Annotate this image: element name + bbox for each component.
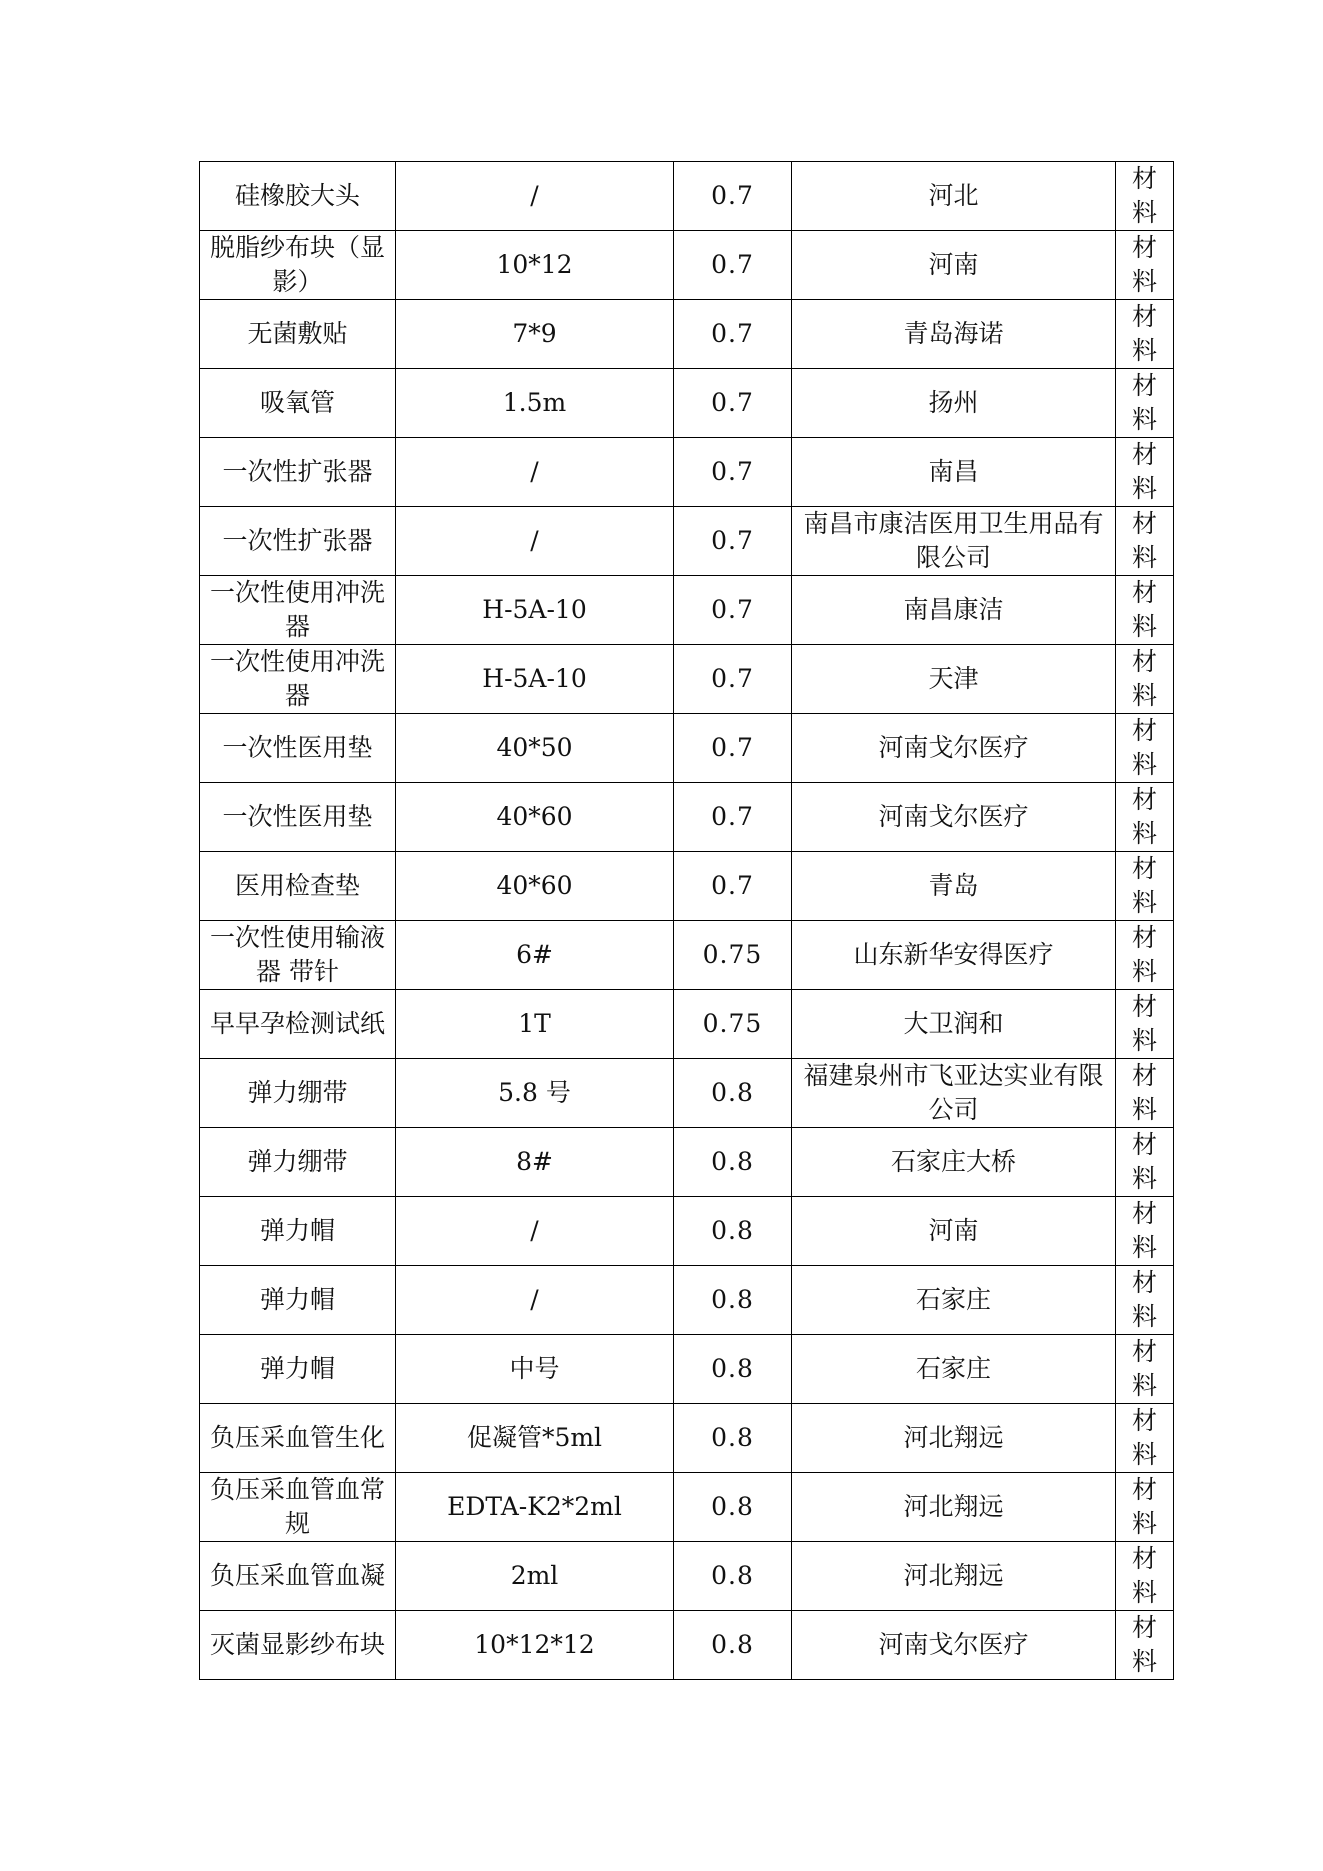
cell-type [1116, 1059, 1174, 1128]
cell-spec-text: 40*50 [496, 733, 573, 762]
cell-spec [396, 1059, 674, 1128]
cell-price-text: 0.8 [711, 1423, 754, 1452]
cell-origin [792, 990, 1116, 1059]
cell-spec-text: EDTA-K2*2ml [447, 1492, 622, 1521]
cell-item-name [200, 369, 396, 438]
cell-type [1116, 576, 1174, 645]
cell-spec [396, 1611, 674, 1680]
cell-price [674, 1335, 792, 1404]
cell-item-name [200, 852, 396, 921]
cell-origin-text: 扬州 [928, 388, 979, 417]
cell-spec [396, 921, 674, 990]
cell-spec-text: H-5A-10 [482, 595, 587, 624]
cell-item-name-text: 弹力绷带 [247, 1147, 348, 1176]
cell-price-text: 0.8 [711, 1147, 754, 1176]
cell-item-name [200, 162, 396, 231]
cell-item-name-text: 弹力帽 [259, 1285, 335, 1314]
cell-type-text: 材料 [1131, 716, 1157, 779]
cell-item-name [200, 1059, 396, 1128]
cell-item-name-text: 弹力帽 [259, 1216, 335, 1245]
table-row [200, 1266, 1174, 1335]
cell-type [1116, 1197, 1174, 1266]
cell-price [674, 852, 792, 921]
cell-item-name-text: 一次性医用垫 [222, 802, 373, 831]
cell-spec-text: / [530, 1216, 539, 1245]
cell-spec-text: 1.5m [502, 388, 567, 417]
cell-origin [792, 1266, 1116, 1335]
cell-origin-text: 河南戈尔医疗 [878, 1630, 1029, 1659]
cell-price [674, 1404, 792, 1473]
cell-type [1116, 1473, 1174, 1542]
cell-spec-text: 40*60 [496, 871, 573, 900]
cell-origin-text: 河北翔远 [903, 1423, 1004, 1452]
cell-spec-text: H-5A-10 [482, 664, 587, 693]
cell-origin [792, 1335, 1116, 1404]
cell-item-name [200, 300, 396, 369]
cell-item-name-text: 脱脂纱布块（显影） [209, 233, 385, 296]
cell-type [1116, 369, 1174, 438]
cell-origin [792, 1197, 1116, 1266]
cell-item-name [200, 1473, 396, 1542]
cell-type [1116, 438, 1174, 507]
table-row [200, 783, 1174, 852]
cell-price-text: 0.7 [711, 250, 754, 279]
cell-spec [396, 438, 674, 507]
cell-price-text: 0.7 [711, 595, 754, 624]
cell-item-name [200, 1404, 396, 1473]
cell-item-name [200, 576, 396, 645]
cell-spec [396, 1404, 674, 1473]
cell-origin-text: 河南戈尔医疗 [878, 802, 1029, 831]
cell-origin [792, 1611, 1116, 1680]
cell-price [674, 507, 792, 576]
cell-price [674, 714, 792, 783]
cell-origin [792, 1128, 1116, 1197]
cell-price-text: 0.8 [711, 1216, 754, 1245]
cell-origin [792, 1542, 1116, 1611]
cell-item-name [200, 1197, 396, 1266]
cell-item-name [200, 921, 396, 990]
cell-origin-text: 河南 [928, 1216, 979, 1245]
cell-type [1116, 1335, 1174, 1404]
cell-price-text: 0.7 [711, 802, 754, 831]
cell-item-name [200, 783, 396, 852]
cell-type-text: 材料 [1131, 1268, 1157, 1331]
cell-origin [792, 1404, 1116, 1473]
cell-spec-text: / [530, 1285, 539, 1314]
cell-type [1116, 714, 1174, 783]
cell-price [674, 1473, 792, 1542]
cell-item-name-text: 无菌敷贴 [247, 319, 348, 348]
cell-origin-text: 天津 [928, 664, 979, 693]
cell-spec [396, 369, 674, 438]
cell-origin [792, 714, 1116, 783]
cell-price-text: 0.7 [711, 664, 754, 693]
cell-item-name [200, 714, 396, 783]
cell-type-text: 材料 [1131, 509, 1157, 572]
cell-price [674, 576, 792, 645]
cell-price-text: 0.7 [711, 526, 754, 555]
cell-price [674, 645, 792, 714]
cell-spec [396, 507, 674, 576]
cell-origin [792, 369, 1116, 438]
cell-spec-text: 10*12*12 [474, 1630, 595, 1659]
cell-price [674, 783, 792, 852]
table-row [200, 1473, 1174, 1542]
cell-origin-text: 石家庄 [915, 1285, 991, 1314]
cell-item-name [200, 645, 396, 714]
cell-type [1116, 1128, 1174, 1197]
table-row [200, 369, 1174, 438]
cell-spec-text: / [530, 457, 539, 486]
cell-spec-text: 6# [516, 940, 553, 969]
cell-type [1116, 507, 1174, 576]
cell-price-text: 0.8 [711, 1078, 754, 1107]
cell-price-text: 0.7 [711, 457, 754, 486]
cell-price-text: 0.7 [711, 733, 754, 762]
cell-spec-text: 中号 [509, 1354, 560, 1383]
cell-origin-text: 大卫润和 [903, 1009, 1004, 1038]
cell-spec [396, 300, 674, 369]
cell-item-name [200, 507, 396, 576]
cell-item-name [200, 438, 396, 507]
cell-origin-text: 河北翔远 [903, 1492, 1004, 1521]
cell-origin-text: 石家庄 [915, 1354, 991, 1383]
cell-price [674, 231, 792, 300]
table-row [200, 576, 1174, 645]
cell-origin [792, 1473, 1116, 1542]
cell-spec-text: 7*9 [512, 319, 557, 348]
cell-type [1116, 645, 1174, 714]
cell-type-text: 材料 [1131, 1544, 1157, 1607]
cell-origin-text: 山东新华安得医疗 [853, 940, 1054, 969]
cell-item-name-text: 负压采血管血常规 [209, 1475, 385, 1538]
cell-origin [792, 162, 1116, 231]
cell-origin-text: 石家庄大桥 [890, 1147, 1016, 1176]
cell-spec-text: 8# [516, 1147, 553, 1176]
cell-type-text: 材料 [1131, 1061, 1157, 1124]
cell-type [1116, 162, 1174, 231]
table-row [200, 231, 1174, 300]
cell-type-text: 材料 [1131, 1475, 1157, 1538]
cell-origin [792, 438, 1116, 507]
table-row [200, 645, 1174, 714]
cell-item-name [200, 1542, 396, 1611]
cell-spec [396, 1197, 674, 1266]
cell-type [1116, 1404, 1174, 1473]
cell-origin-text: 河南 [928, 250, 979, 279]
cell-item-name [200, 1335, 396, 1404]
cell-type [1116, 1266, 1174, 1335]
table-row [200, 852, 1174, 921]
cell-type [1116, 783, 1174, 852]
cell-spec-text: 1T [518, 1009, 551, 1038]
cell-type-text: 材料 [1131, 578, 1157, 641]
cell-price-text: 0.7 [711, 871, 754, 900]
cell-price-text: 0.8 [711, 1492, 754, 1521]
cell-price-text: 0.8 [711, 1561, 754, 1590]
cell-type-text: 材料 [1131, 233, 1157, 296]
cell-type-text: 材料 [1131, 1613, 1157, 1676]
cell-type-text: 材料 [1131, 302, 1157, 365]
cell-origin-text: 南昌 [928, 457, 979, 486]
cell-item-name [200, 231, 396, 300]
table-row [200, 1059, 1174, 1128]
cell-item-name [200, 1266, 396, 1335]
materials-table-body [200, 162, 1174, 1680]
cell-spec [396, 1266, 674, 1335]
cell-type [1116, 231, 1174, 300]
cell-item-name-text: 一次性医用垫 [222, 733, 373, 762]
cell-item-name-text: 负压采血管血凝 [209, 1561, 385, 1590]
table-row [200, 438, 1174, 507]
cell-spec [396, 645, 674, 714]
cell-origin [792, 576, 1116, 645]
cell-price [674, 1197, 792, 1266]
cell-price [674, 1128, 792, 1197]
cell-price [674, 1542, 792, 1611]
cell-type [1116, 1542, 1174, 1611]
cell-item-name-text: 一次性使用输液器 带针 [209, 923, 385, 986]
cell-type-text: 材料 [1131, 1130, 1157, 1193]
cell-spec [396, 576, 674, 645]
cell-price-text: 0.7 [711, 388, 754, 417]
cell-item-name-text: 早早孕检测试纸 [209, 1009, 385, 1038]
table-row [200, 1197, 1174, 1266]
cell-price-text: 0.75 [702, 940, 763, 969]
cell-price [674, 990, 792, 1059]
cell-price-text: 0.7 [711, 319, 754, 348]
cell-origin [792, 1059, 1116, 1128]
cell-type-text: 材料 [1131, 1199, 1157, 1262]
cell-price [674, 369, 792, 438]
table-row [200, 1404, 1174, 1473]
cell-type [1116, 1611, 1174, 1680]
cell-price [674, 300, 792, 369]
cell-item-name-text: 一次性使用冲洗器 [209, 578, 385, 641]
cell-type [1116, 921, 1174, 990]
table-row [200, 990, 1174, 1059]
cell-item-name-text: 一次性使用冲洗器 [209, 647, 385, 710]
cell-spec [396, 162, 674, 231]
table-row [200, 1335, 1174, 1404]
cell-price-text: 0.8 [711, 1354, 754, 1383]
cell-item-name-text: 一次性扩张器 [222, 526, 373, 555]
cell-origin [792, 507, 1116, 576]
cell-spec [396, 1542, 674, 1611]
cell-item-name-text: 医用检查垫 [234, 871, 360, 900]
cell-price [674, 1611, 792, 1680]
cell-origin [792, 645, 1116, 714]
cell-spec-text: 促凝管*5ml [466, 1423, 603, 1452]
cell-item-name-text: 负压采血管生化 [209, 1423, 385, 1452]
cell-origin-text: 河北翔远 [903, 1561, 1004, 1590]
cell-origin-text: 南昌康洁 [903, 595, 1004, 624]
cell-origin-text: 南昌市康洁医用卫生用品有限公司 [803, 509, 1104, 572]
cell-price [674, 1059, 792, 1128]
cell-item-name-text: 弹力帽 [259, 1354, 335, 1383]
cell-origin [792, 231, 1116, 300]
table-row [200, 1542, 1174, 1611]
cell-type-text: 材料 [1131, 992, 1157, 1055]
cell-type-text: 材料 [1131, 440, 1157, 503]
cell-item-name-text: 一次性扩张器 [222, 457, 373, 486]
cell-origin-text: 河南戈尔医疗 [878, 733, 1029, 762]
cell-origin [792, 921, 1116, 990]
table-row [200, 162, 1174, 231]
cell-spec [396, 1335, 674, 1404]
cell-type [1116, 300, 1174, 369]
cell-origin [792, 852, 1116, 921]
cell-type [1116, 852, 1174, 921]
table-row [200, 1611, 1174, 1680]
cell-spec-text: 5.8 号 [498, 1078, 571, 1107]
table-row [200, 1128, 1174, 1197]
cell-spec [396, 1128, 674, 1197]
cell-price [674, 921, 792, 990]
cell-type-text: 材料 [1131, 923, 1157, 986]
cell-item-name-text: 灭菌显影纱布块 [209, 1630, 385, 1659]
cell-spec-text: / [530, 181, 539, 210]
table-row [200, 921, 1174, 990]
cell-item-name [200, 1128, 396, 1197]
cell-spec [396, 990, 674, 1059]
cell-spec [396, 783, 674, 852]
cell-spec [396, 852, 674, 921]
cell-price [674, 1266, 792, 1335]
cell-price [674, 162, 792, 231]
cell-price-text: 0.8 [711, 1630, 754, 1659]
cell-type-text: 材料 [1131, 785, 1157, 848]
cell-price-text: 0.75 [702, 1009, 763, 1038]
table-row [200, 714, 1174, 783]
cell-spec [396, 231, 674, 300]
table-row [200, 300, 1174, 369]
cell-type-text: 材料 [1131, 371, 1157, 434]
table-row [200, 507, 1174, 576]
cell-type-text: 材料 [1131, 854, 1157, 917]
cell-spec-text: 40*60 [496, 802, 573, 831]
cell-item-name [200, 990, 396, 1059]
cell-type-text: 材料 [1131, 1406, 1157, 1469]
cell-type [1116, 990, 1174, 1059]
cell-price [674, 438, 792, 507]
cell-origin-text: 福建泉州市飞亚达实业有限公司 [803, 1061, 1104, 1124]
cell-type-text: 材料 [1131, 164, 1157, 227]
cell-origin-text: 青岛海诺 [903, 319, 1004, 348]
cell-item-name-text: 弹力绷带 [247, 1078, 348, 1107]
cell-price-text: 0.7 [711, 181, 754, 210]
cell-origin [792, 300, 1116, 369]
cell-spec-text: 2ml [510, 1561, 559, 1590]
cell-spec-text: / [530, 526, 539, 555]
cell-origin-text: 河北 [928, 181, 979, 210]
materials-table [199, 161, 1174, 1680]
cell-price-text: 0.8 [711, 1285, 754, 1314]
cell-item-name-text: 吸氧管 [259, 388, 335, 417]
cell-item-name-text: 硅橡胶大头 [234, 181, 360, 210]
cell-spec [396, 1473, 674, 1542]
cell-item-name [200, 1611, 396, 1680]
cell-origin [792, 783, 1116, 852]
cell-type-text: 材料 [1131, 1337, 1157, 1400]
cell-origin-text: 青岛 [928, 871, 979, 900]
cell-spec-text: 10*12 [496, 250, 573, 279]
cell-type-text: 材料 [1131, 647, 1157, 710]
cell-spec [396, 714, 674, 783]
